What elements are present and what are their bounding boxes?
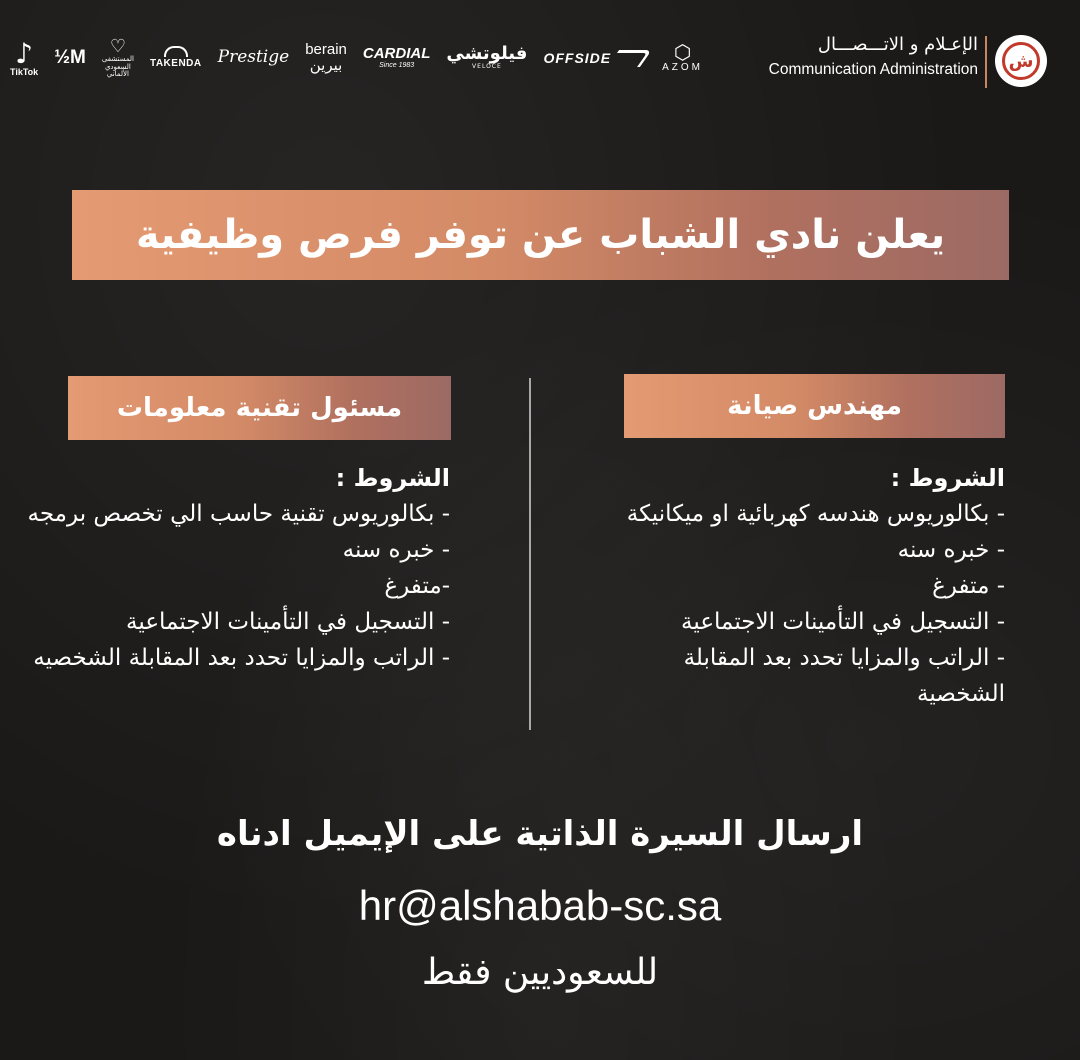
eligibility-note: للسعوديين فقط bbox=[421, 952, 659, 993]
job-title-it: مسئول تقنية معلومات bbox=[68, 376, 451, 440]
condition-item: - خبره سنه bbox=[897, 537, 1005, 563]
condition-item: - متفرغ bbox=[932, 573, 1005, 599]
club-logo bbox=[995, 35, 1047, 87]
cardial-logo: CARDIAL Since 1983 bbox=[362, 45, 431, 70]
condition-item: - الراتب والمزايا تحدد بعد المقابلة الشخصيه bbox=[33, 645, 450, 671]
send-cv-instruction: ارسال السيرة الذاتية على الإيميل ادناه bbox=[216, 814, 864, 854]
announcement-title: يعلن نادي الشباب عن توفر فرص وظيفية bbox=[72, 190, 1009, 280]
club-emblem-icon: ش bbox=[1002, 42, 1040, 80]
heart-icon: ♡ bbox=[109, 35, 126, 57]
azom-logo: ⬡ AZOM bbox=[662, 40, 704, 74]
veloce-logo: فيلوتشي VELOCE bbox=[446, 43, 528, 71]
header-divider bbox=[985, 36, 987, 88]
condition-item: - التسجيل في التأمينات الاجتماعية bbox=[681, 609, 1005, 635]
half-million-logo: ½M bbox=[54, 47, 86, 69]
saudi-german-hospital-logo: ♡ المستشفى السعودي الألماني bbox=[101, 35, 134, 79]
tiktok-logo: ♪ TikTok bbox=[10, 36, 39, 77]
hexagon-icon: ⬡ bbox=[673, 40, 692, 65]
condition-item: -متفرغ bbox=[384, 573, 450, 599]
offside-logo: OFFSIDE bbox=[543, 50, 646, 67]
prestige-logo: Prestige bbox=[217, 47, 290, 68]
it-conditions bbox=[20, 460, 450, 676]
column-divider bbox=[529, 378, 531, 730]
condition-item: - الراتب والمزايا تحدد بعد المقابلة الشخصية bbox=[683, 645, 1005, 707]
condition-item: - بكالوريوس تقنية حاسب الي تخصص برمجه bbox=[27, 501, 450, 527]
maintenance-conditions bbox=[600, 460, 1005, 712]
tiktok-icon: ♪ bbox=[15, 36, 34, 70]
job-title-maintenance: مهندس صيانة bbox=[624, 374, 1005, 438]
condition-item: - بكالوريوس هندسه كهربائية او ميكانيكة bbox=[626, 501, 1005, 527]
department-name-en: Communication Administration bbox=[768, 61, 978, 78]
conditions-label: الشروط : bbox=[335, 464, 450, 492]
conditions-label: الشروط : bbox=[890, 464, 1005, 492]
wing-icon bbox=[607, 50, 652, 67]
hat-icon bbox=[164, 46, 188, 57]
condition-item: - التسجيل في التأمينات الاجتماعية bbox=[126, 609, 450, 635]
contact-email: hr@alshabab-sc.sa bbox=[358, 882, 722, 929]
condition-item: - خبره سنه bbox=[342, 537, 450, 563]
berain-logo: berain بيرين bbox=[305, 41, 347, 74]
sponsor-strip bbox=[10, 30, 710, 86]
takenda-logo: TAKENDA bbox=[150, 46, 202, 70]
department-name-ar: الإعـلام و الاتـــصـــال bbox=[817, 34, 978, 55]
